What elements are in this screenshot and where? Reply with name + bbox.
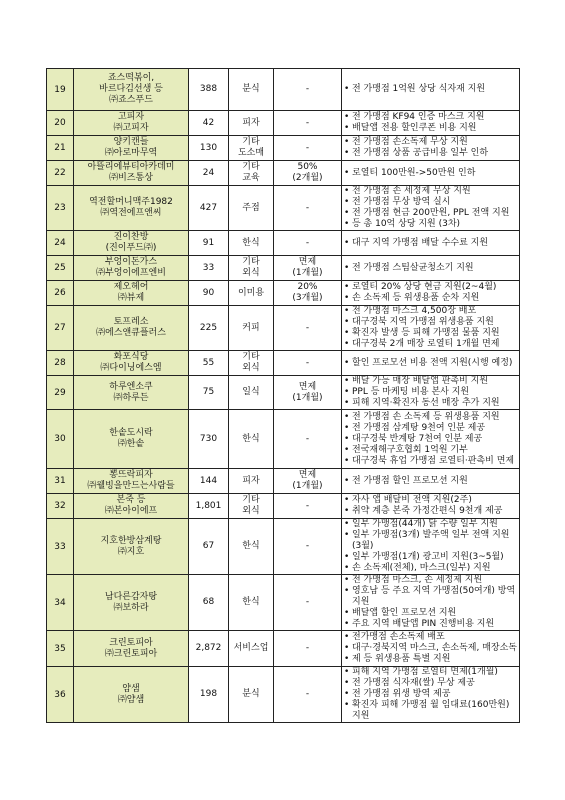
royalty-reduction: [274, 410, 342, 469]
row-number: 36: [47, 667, 74, 723]
cell-line: 토프레소: [113, 317, 149, 327]
cell-line: -: [305, 84, 310, 94]
support-details: [342, 376, 520, 410]
royalty-reduction: [274, 111, 342, 136]
support-details: [342, 410, 520, 469]
cell-line: • 등 총 10억 상당 지원 (3차): [344, 219, 517, 230]
royalty-reduction: [274, 161, 342, 186]
support-details: [342, 469, 520, 494]
cell-line: (2개월): [292, 173, 323, 183]
cell-line: 외식: [242, 363, 260, 373]
cell-line: • 주요 지역 배달앱 PIN 진행비용 지원: [344, 619, 517, 630]
cell-line: • 전 가맹점 상품 공급비용 일부 인하: [344, 148, 517, 159]
store-count: 730: [189, 410, 229, 469]
cell-line: -: [305, 237, 310, 248]
royalty-reduction: [274, 281, 342, 306]
royalty-reduction: [274, 469, 342, 494]
brand-company: [74, 256, 189, 281]
business-type: [229, 186, 274, 231]
cell-line: ㈜역전에프앤씨: [100, 208, 162, 218]
row-number: 21: [47, 136, 74, 161]
cell-line: 역전할머니맥주1982: [89, 197, 173, 207]
cell-line: • 확진자 피해 가맹점 월 임대료(160만원) 지원: [344, 700, 517, 722]
cell-line: 뽕뜨락피자: [109, 470, 153, 480]
cell-line: (진이푸드㈜): [105, 243, 157, 253]
support-details: [342, 306, 520, 351]
brand-company: [74, 575, 189, 631]
business-type: [229, 376, 274, 410]
cell-line: ㈜크린토피아: [104, 648, 158, 659]
cell-line: -: [305, 643, 310, 653]
brand-company: [74, 231, 189, 256]
row-number: 20: [47, 111, 74, 136]
support-table: [46, 68, 520, 723]
row-number: 31: [47, 469, 74, 494]
store-count: 144: [189, 469, 229, 494]
support-details: [342, 519, 520, 575]
brand-company: [74, 376, 189, 410]
cell-line: 서비스업: [233, 643, 269, 653]
cell-line: • 전 가맹점 마스크 4,500장 배포: [344, 306, 517, 317]
cell-line: ㈜부엉이에프엔비: [96, 268, 166, 278]
cell-line: • 전 가맹점 마스크, 손 세정제 지원: [344, 575, 517, 586]
cell-line: 아뜰리에뷰티아카데미: [87, 162, 175, 172]
cell-line: • 전 가맹점 손 소독제 등 위생용품 지원: [344, 412, 517, 423]
table-row: [47, 306, 520, 351]
business-type: [229, 281, 274, 306]
cell-line: 50%: [297, 162, 318, 172]
cell-line: • 일부 가맹점(1개) 광고비 지원(3~5월): [344, 552, 517, 563]
table-row: [47, 410, 520, 469]
support-details: [342, 256, 520, 281]
row-number: 34: [47, 575, 74, 631]
cell-line: 제오헤어: [113, 282, 149, 292]
royalty-reduction: [274, 351, 342, 376]
business-type: [229, 256, 274, 281]
support-details: [342, 667, 520, 723]
cell-line: ㈜아로마무역: [104, 148, 158, 158]
row-number: 26: [47, 281, 74, 306]
table-body: [47, 69, 520, 723]
cell-line: 본죽 등: [116, 495, 146, 505]
cell-line: • PPL 등 마케팅 비용 본사 지원: [344, 387, 517, 398]
cell-line: ㈜보하라: [113, 602, 149, 613]
support-details: [342, 281, 520, 306]
cell-line: -: [305, 433, 310, 444]
business-type: [229, 351, 274, 376]
support-details: [342, 111, 520, 136]
cell-line: • 배달 가능 매장 배달앱 판촉비 지원: [344, 376, 517, 387]
table-row: [47, 519, 520, 575]
royalty-reduction: [274, 519, 342, 575]
cell-line: 분식: [242, 689, 260, 699]
row-number: 33: [47, 519, 74, 575]
cell-line: (3개월): [292, 293, 323, 303]
cell-line: • 취약 계층 본죽 가정간편식 9천개 제공: [344, 506, 517, 517]
business-type: [229, 136, 274, 161]
store-count: 24: [189, 161, 229, 186]
business-type: [229, 575, 274, 631]
cell-line: • 전 가맹점 KF94 인증 마스크 지원: [344, 112, 517, 123]
cell-line: • 대구경북 2개 매장 로열티 1개월 면제: [344, 339, 517, 350]
cell-line: 한솥도시락: [109, 428, 153, 438]
table-row: [47, 111, 520, 136]
table-row: [47, 136, 520, 161]
brand-company: [74, 494, 189, 519]
cell-line: ㈜지호: [117, 546, 145, 557]
cell-line: ㈜하루든: [113, 392, 149, 403]
cell-line: -: [305, 689, 310, 699]
row-number: 27: [47, 306, 74, 351]
cell-line: 기타: [242, 495, 260, 505]
store-count: 388: [189, 69, 229, 111]
cell-line: • 제 등 위생용품 특별 지원: [344, 654, 517, 665]
cell-line: 면제: [298, 470, 317, 480]
cell-line: 지호한방삼계탕: [100, 535, 162, 546]
business-type: [229, 469, 274, 494]
row-number: 23: [47, 186, 74, 231]
cell-line: (1개월): [292, 481, 323, 491]
support-details: [342, 186, 520, 231]
cell-line: -: [305, 357, 310, 368]
cell-line: 하루엔소쿠: [109, 381, 153, 392]
brand-company: [74, 410, 189, 469]
royalty-reduction: [274, 494, 342, 519]
cell-line: • 로열티 100만원->50만원 인하: [344, 168, 517, 179]
cell-line: 도소매: [237, 148, 265, 158]
cell-line: ㈜에스앤큐플러스: [96, 328, 166, 338]
store-count: 42: [189, 111, 229, 136]
store-count: 68: [189, 575, 229, 631]
cell-line: ㈜뷰제: [117, 293, 145, 303]
cell-line: • 전 가맹점 스팀살균청소기 지원: [344, 263, 517, 274]
row-number: 28: [47, 351, 74, 376]
cell-line: -: [305, 142, 310, 153]
cell-line: 한식: [242, 433, 260, 444]
cell-line: 바르다김선생 등: [99, 84, 163, 94]
table-row: [47, 631, 520, 667]
cell-line: • 대구·경북지역 마스크, 손소독제, 매장소독: [344, 643, 517, 654]
royalty-reduction: [274, 186, 342, 231]
brand-company: [74, 667, 189, 723]
support-details: [342, 231, 520, 256]
brand-company: [74, 281, 189, 306]
business-type: [229, 631, 274, 667]
cell-line: 크린토피아: [109, 637, 153, 648]
cell-line: • 피해 지역·확진자 동선 매장 추가 지원: [344, 398, 517, 409]
cell-line: 면제: [298, 257, 317, 267]
row-number: 19: [47, 69, 74, 111]
royalty-reduction: [274, 631, 342, 667]
cell-line: 기타: [242, 257, 260, 267]
cell-line: 면제: [298, 381, 317, 392]
cell-line: 외식: [242, 268, 260, 278]
cell-line: 진이찬방: [113, 232, 149, 242]
cell-line: 한식: [242, 237, 260, 248]
royalty-reduction: [274, 575, 342, 631]
store-count: 90: [189, 281, 229, 306]
royalty-reduction: [274, 136, 342, 161]
brand-company: [74, 111, 189, 136]
cell-line: 교육: [242, 173, 260, 183]
table-row: [47, 575, 520, 631]
brand-company: [74, 136, 189, 161]
cell-line: 20%: [297, 282, 318, 292]
cell-line: ㈜웰빙을만드는사람들: [87, 481, 175, 491]
brand-company: [74, 186, 189, 231]
brand-company: [74, 631, 189, 667]
support-details: [342, 161, 520, 186]
cell-line: 부엉이돈가스: [104, 257, 158, 267]
table-row: [47, 186, 520, 231]
cell-line: • 배달앱 할인 프로모션 지원: [344, 608, 517, 619]
business-type: [229, 161, 274, 186]
brand-company: [74, 519, 189, 575]
store-count: 67: [189, 519, 229, 575]
cell-line: -: [305, 117, 310, 128]
cell-line: ㈜한솥: [117, 439, 145, 449]
cell-line: • 전 가맹점 현금 200만원, PPL 전액 지원: [344, 208, 517, 219]
cell-line: • 대구경북 지역 가맹점 위생용품 지원: [344, 317, 517, 328]
cell-line: • 피해 지역 가맹점 로열티 면제(1개월): [344, 667, 517, 678]
cell-line: 피자: [242, 117, 260, 128]
store-count: 91: [189, 231, 229, 256]
table-row: [47, 376, 520, 410]
cell-line: 고피자: [117, 112, 145, 122]
cell-line: • 할인 프로모션 비용 전액 지원(시행 예정): [344, 358, 517, 369]
store-count: 225: [189, 306, 229, 351]
business-type: [229, 69, 274, 111]
row-number: 22: [47, 161, 74, 186]
royalty-reduction: [274, 306, 342, 351]
cell-line: 기타: [242, 162, 260, 172]
support-details: [342, 69, 520, 111]
row-number: 25: [47, 256, 74, 281]
business-type: [229, 306, 274, 351]
business-type: [229, 231, 274, 256]
cell-line: • 확진자 발생 등 피해 가맹점 물품 지원: [344, 328, 517, 339]
brand-company: [74, 469, 189, 494]
support-details: [342, 136, 520, 161]
cell-line: • 전 가맹점 삼계탕 9천여 인분 제공: [344, 423, 517, 434]
cell-line: • 자사 앱 배달비 전액 지원(2주): [344, 495, 517, 506]
cell-line: 얌샘: [122, 683, 140, 694]
cell-line: 양키캔들: [113, 137, 149, 147]
row-number: 35: [47, 631, 74, 667]
cell-line: • 전 가맹점 할인 프로모션 지원: [344, 476, 517, 487]
store-count: 427: [189, 186, 229, 231]
cell-line: • 일부 가맹점(3개) 발주액 일부 전액 지원(3월): [344, 530, 517, 552]
business-type: [229, 667, 274, 723]
royalty-reduction: [274, 376, 342, 410]
table-row: [47, 351, 520, 376]
cell-line: 한식: [242, 597, 260, 607]
support-details: [342, 351, 520, 376]
cell-line: ㈜고피자: [113, 123, 149, 133]
cell-line: • 전 가맹점 손소독제 무상 지원: [344, 137, 517, 148]
business-type: [229, 410, 274, 469]
table-row: [47, 281, 520, 306]
table-row: [47, 161, 520, 186]
cell-line: ㈜본아이에프: [104, 506, 158, 516]
cell-line: • 대구경북 반계탕 7천여 인분 제공: [344, 434, 517, 445]
royalty-reduction: [274, 69, 342, 111]
cell-line: 분식: [242, 84, 260, 94]
cell-line: • 전 가맹점 위생 방역 제공: [344, 689, 517, 700]
brand-company: [74, 351, 189, 376]
business-type: [229, 519, 274, 575]
business-type: [229, 494, 274, 519]
support-details: [342, 494, 520, 519]
cell-line: • 전가맹점 손소독제 배포: [344, 632, 517, 643]
cell-line: • 전국재해구호협회 1억원 기부: [344, 445, 517, 456]
cell-line: • 전 가맹점 1억원 상당 식자재 지원: [344, 84, 517, 95]
cell-line: 커피: [242, 322, 260, 333]
table-row: [47, 69, 520, 111]
cell-line: • 대구경북 휴업 가맹점 로열티·판촉비 면제: [344, 456, 517, 467]
cell-line: ㈜다이닝에스엠: [100, 363, 162, 373]
store-count: 33: [189, 256, 229, 281]
table-row: [47, 256, 520, 281]
cell-line: • 배달앱 전용 할인쿠폰 비용 지원: [344, 123, 517, 134]
cell-line: • 로열티 20% 상당 현금 지원(2~4월): [344, 282, 517, 293]
table-row: [47, 469, 520, 494]
store-count: 75: [189, 376, 229, 410]
cell-line: (1개월): [292, 392, 323, 403]
cell-line: • 영호남 등 주요 지역 가맹점(50여개) 방역 지원: [344, 586, 517, 608]
brand-company: [74, 306, 189, 351]
table-row: [47, 494, 520, 519]
cell-line: 기타: [242, 137, 260, 147]
cell-line: 피자: [242, 475, 260, 486]
cell-line: 화포식당: [113, 352, 149, 362]
store-count: 55: [189, 351, 229, 376]
cell-line: -: [305, 500, 310, 511]
cell-line: 외식: [242, 506, 260, 516]
table-row: [47, 231, 520, 256]
cell-line: 일식: [242, 387, 260, 397]
cell-line: 주점: [242, 202, 260, 213]
table-row: [47, 667, 520, 723]
store-count: 198: [189, 667, 229, 723]
cell-line: -: [305, 597, 310, 607]
cell-line: 이미용: [237, 287, 265, 298]
cell-line: 남다른감자탕: [104, 591, 158, 602]
brand-company: [74, 69, 189, 111]
cell-line: (1개월): [292, 268, 323, 278]
cell-line: -: [305, 541, 310, 551]
cell-line: 한식: [242, 541, 260, 551]
cell-line: 기타: [242, 352, 260, 362]
cell-line: • 손 소독제 등 위생용품 순차 지원: [344, 293, 517, 304]
row-number: 24: [47, 231, 74, 256]
cell-line: -: [305, 202, 310, 213]
cell-line: • 일부 가맹점(44개) 닭 수량 일부 지원: [344, 519, 517, 530]
support-details: [342, 575, 520, 631]
cell-line: ㈜죠스푸드: [109, 95, 153, 105]
royalty-reduction: [274, 667, 342, 723]
store-count: 1,801: [189, 494, 229, 519]
store-count: 2,872: [189, 631, 229, 667]
row-number: 29: [47, 376, 74, 410]
row-number: 32: [47, 494, 74, 519]
cell-line: • 전 가맹점 식자재(쌀) 무상 제공: [344, 678, 517, 689]
cell-line: ㈜얌샘: [117, 694, 145, 705]
cell-line: • 전 가맹점 무상 방역 실시: [344, 197, 517, 208]
royalty-reduction: [274, 231, 342, 256]
store-count: 130: [189, 136, 229, 161]
cell-line: • 손 소독제(전체), 마스크(일부) 지원: [344, 563, 517, 574]
brand-company: [74, 161, 189, 186]
business-type: [229, 111, 274, 136]
row-number: 30: [47, 410, 74, 469]
royalty-reduction: [274, 256, 342, 281]
cell-line: 죠스떡볶이,: [107, 73, 155, 83]
cell-line: • 대구 지역 가맹점 배달 수수료 지원: [344, 238, 517, 249]
support-details: [342, 631, 520, 667]
cell-line: • 전 가맹점 손 세정제 무상 지원: [344, 186, 517, 197]
cell-line: -: [305, 322, 310, 333]
cell-line: ㈜비즈통상: [109, 173, 153, 183]
